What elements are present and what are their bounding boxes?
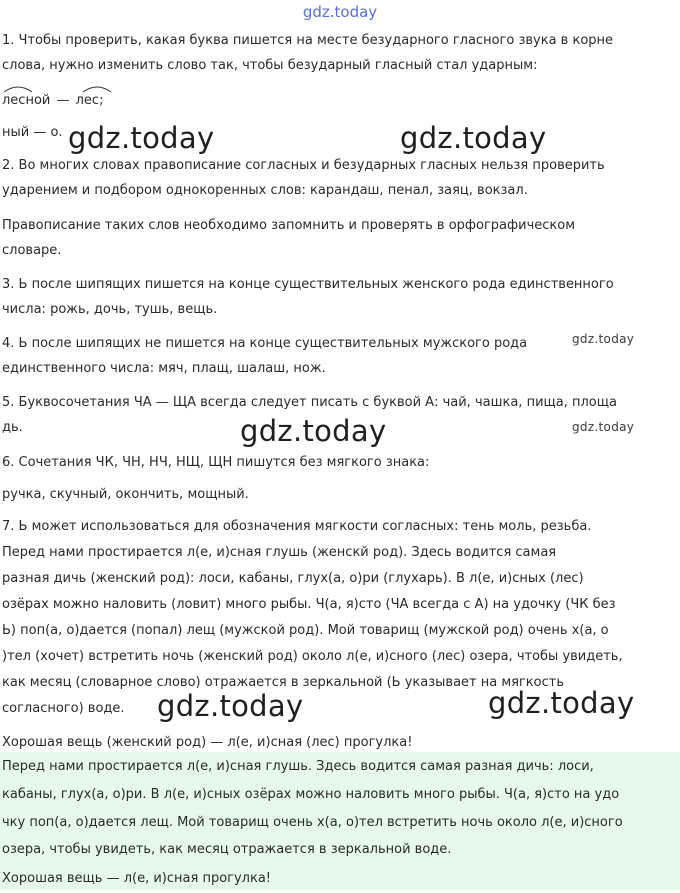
answer-line-5: Хорошая вещь — л(е, и)сная прогулка! bbox=[2, 871, 272, 886]
rule-2-line-2: ударением и подбором однокоренных слов: карандаш, пенал, заяц, вокзал. bbox=[2, 183, 528, 198]
watermark-2: gdz.today bbox=[400, 121, 547, 155]
watermark-5: gdz.today bbox=[572, 420, 635, 434]
rule-3-line-1: 3. Ь после шипящих пишется на конце существительных женского рода единственного bbox=[2, 277, 614, 292]
rule-7-line-4: озёрах можно наловить (ловит) много рыбы. Ч(а, я)сто (ЧА всегда с А) на удочку (ЧК без bbox=[2, 597, 616, 612]
watermark-7: gdz.today bbox=[488, 686, 635, 720]
rule-7-line-7: как месяц (словарное слово) отражается в зеркальной (Ь указывает на мягкость bbox=[2, 675, 564, 690]
answer-line-4: озера, чтобы увидеть, как месяц отражается в зеркальной воде. bbox=[2, 842, 452, 857]
rule-2b-line-2: словаре. bbox=[2, 243, 62, 258]
rule-3-line-2: числа: рожь, дочь, тушь, вещь. bbox=[2, 302, 218, 317]
rule-5-line-1: 5. Буквосочетания ЧА — ЩА всегда следует писать с буквой А: чай, чашка, пища, площа bbox=[2, 395, 617, 410]
watermark-6: gdz.today bbox=[157, 689, 304, 723]
watermark-4: gdz.today bbox=[240, 414, 387, 448]
rule-7-line-8: согласного) воде. bbox=[2, 701, 125, 716]
rule-4-line-1: 4. Ь после шипящих не пишется на конце существительных мужского рода bbox=[2, 336, 528, 351]
site-header-link[interactable]: gdz.today bbox=[302, 3, 378, 21]
answer-line-2: кабаны, глух(а, о)ри. В л(е, и)сных озёрах можно наловить много рыбы. Ч(а, я)сто на удо bbox=[2, 787, 620, 802]
rule-7-line-5: Ь) поп(а, о)дается (попал) лещ (мужской род). Мой товарищ (мужской род) очень х(а, о bbox=[2, 623, 609, 638]
watermark-1: gdz.today bbox=[68, 121, 215, 155]
rule-4-line-2: единственного числа: мяч, плащ, шалаш, нож. bbox=[2, 361, 326, 376]
answer-box bbox=[0, 752, 680, 890]
watermark-3: gdz.today bbox=[572, 332, 635, 346]
answer-line-3: чку поп(а, о)дается лещ. Мой товарищ очень х(а, о)тел встретить ночь около л(е, и)сного bbox=[2, 815, 623, 830]
rule-7-line-2: Перед нами простирается л(е, и)сная глушь (женскй род). Здесь водится самая bbox=[2, 545, 557, 560]
rule-7-line-1: 7. Ь может использоваться для обозначения мягкости согласных: тень моль, резьба. bbox=[2, 519, 592, 534]
rule-6-line-1: 6. Сочетания ЧК, ЧН, НЧ, НЩ, ЩН пишутся без мягкого знака: bbox=[2, 455, 430, 470]
rule-6-line-2: ручка, скучный, окончить, мощный. bbox=[2, 487, 249, 502]
rule-2b-line-1: Правописание таких слов необходимо запомнить и проверять в орфографическом bbox=[2, 218, 576, 233]
rule-7-line-3: разная дичь (женский род): лоси, кабаны, глух(а, о)ри (глухарь). В л(е, и)сных (лес) bbox=[2, 571, 584, 586]
rule-1-tail: ный — о. bbox=[2, 125, 63, 140]
rule-5-line-2: дь. bbox=[2, 420, 23, 435]
rule-1-example: лесной — лес; bbox=[2, 93, 104, 108]
rule-1-line-2: слова, нужно изменить слово так, чтобы безударный гласный стал ударным: bbox=[2, 58, 538, 73]
rule-7-closing: Хорошая вещь (женский род) — л(е, и)сная (лес) прогулка! bbox=[2, 735, 413, 750]
rule-2-line-1: 2. Во многих словах правописание согласных и безударных гласных нельзя проверить bbox=[2, 158, 605, 173]
rule-7-line-6: )тел (хочет) встретить ночь (женский род) около л(е, и)сного (лес) озера, чтобы увидеть, bbox=[2, 649, 623, 664]
answer-line-1: Перед нами простирается л(е, и)сная глушь. Здесь водится самая разная дичь: лоси, bbox=[2, 759, 594, 774]
rule-1-line-1: 1. Чтобы проверить, какая буква пишется на месте безударного гласного звука в корне bbox=[2, 33, 614, 48]
